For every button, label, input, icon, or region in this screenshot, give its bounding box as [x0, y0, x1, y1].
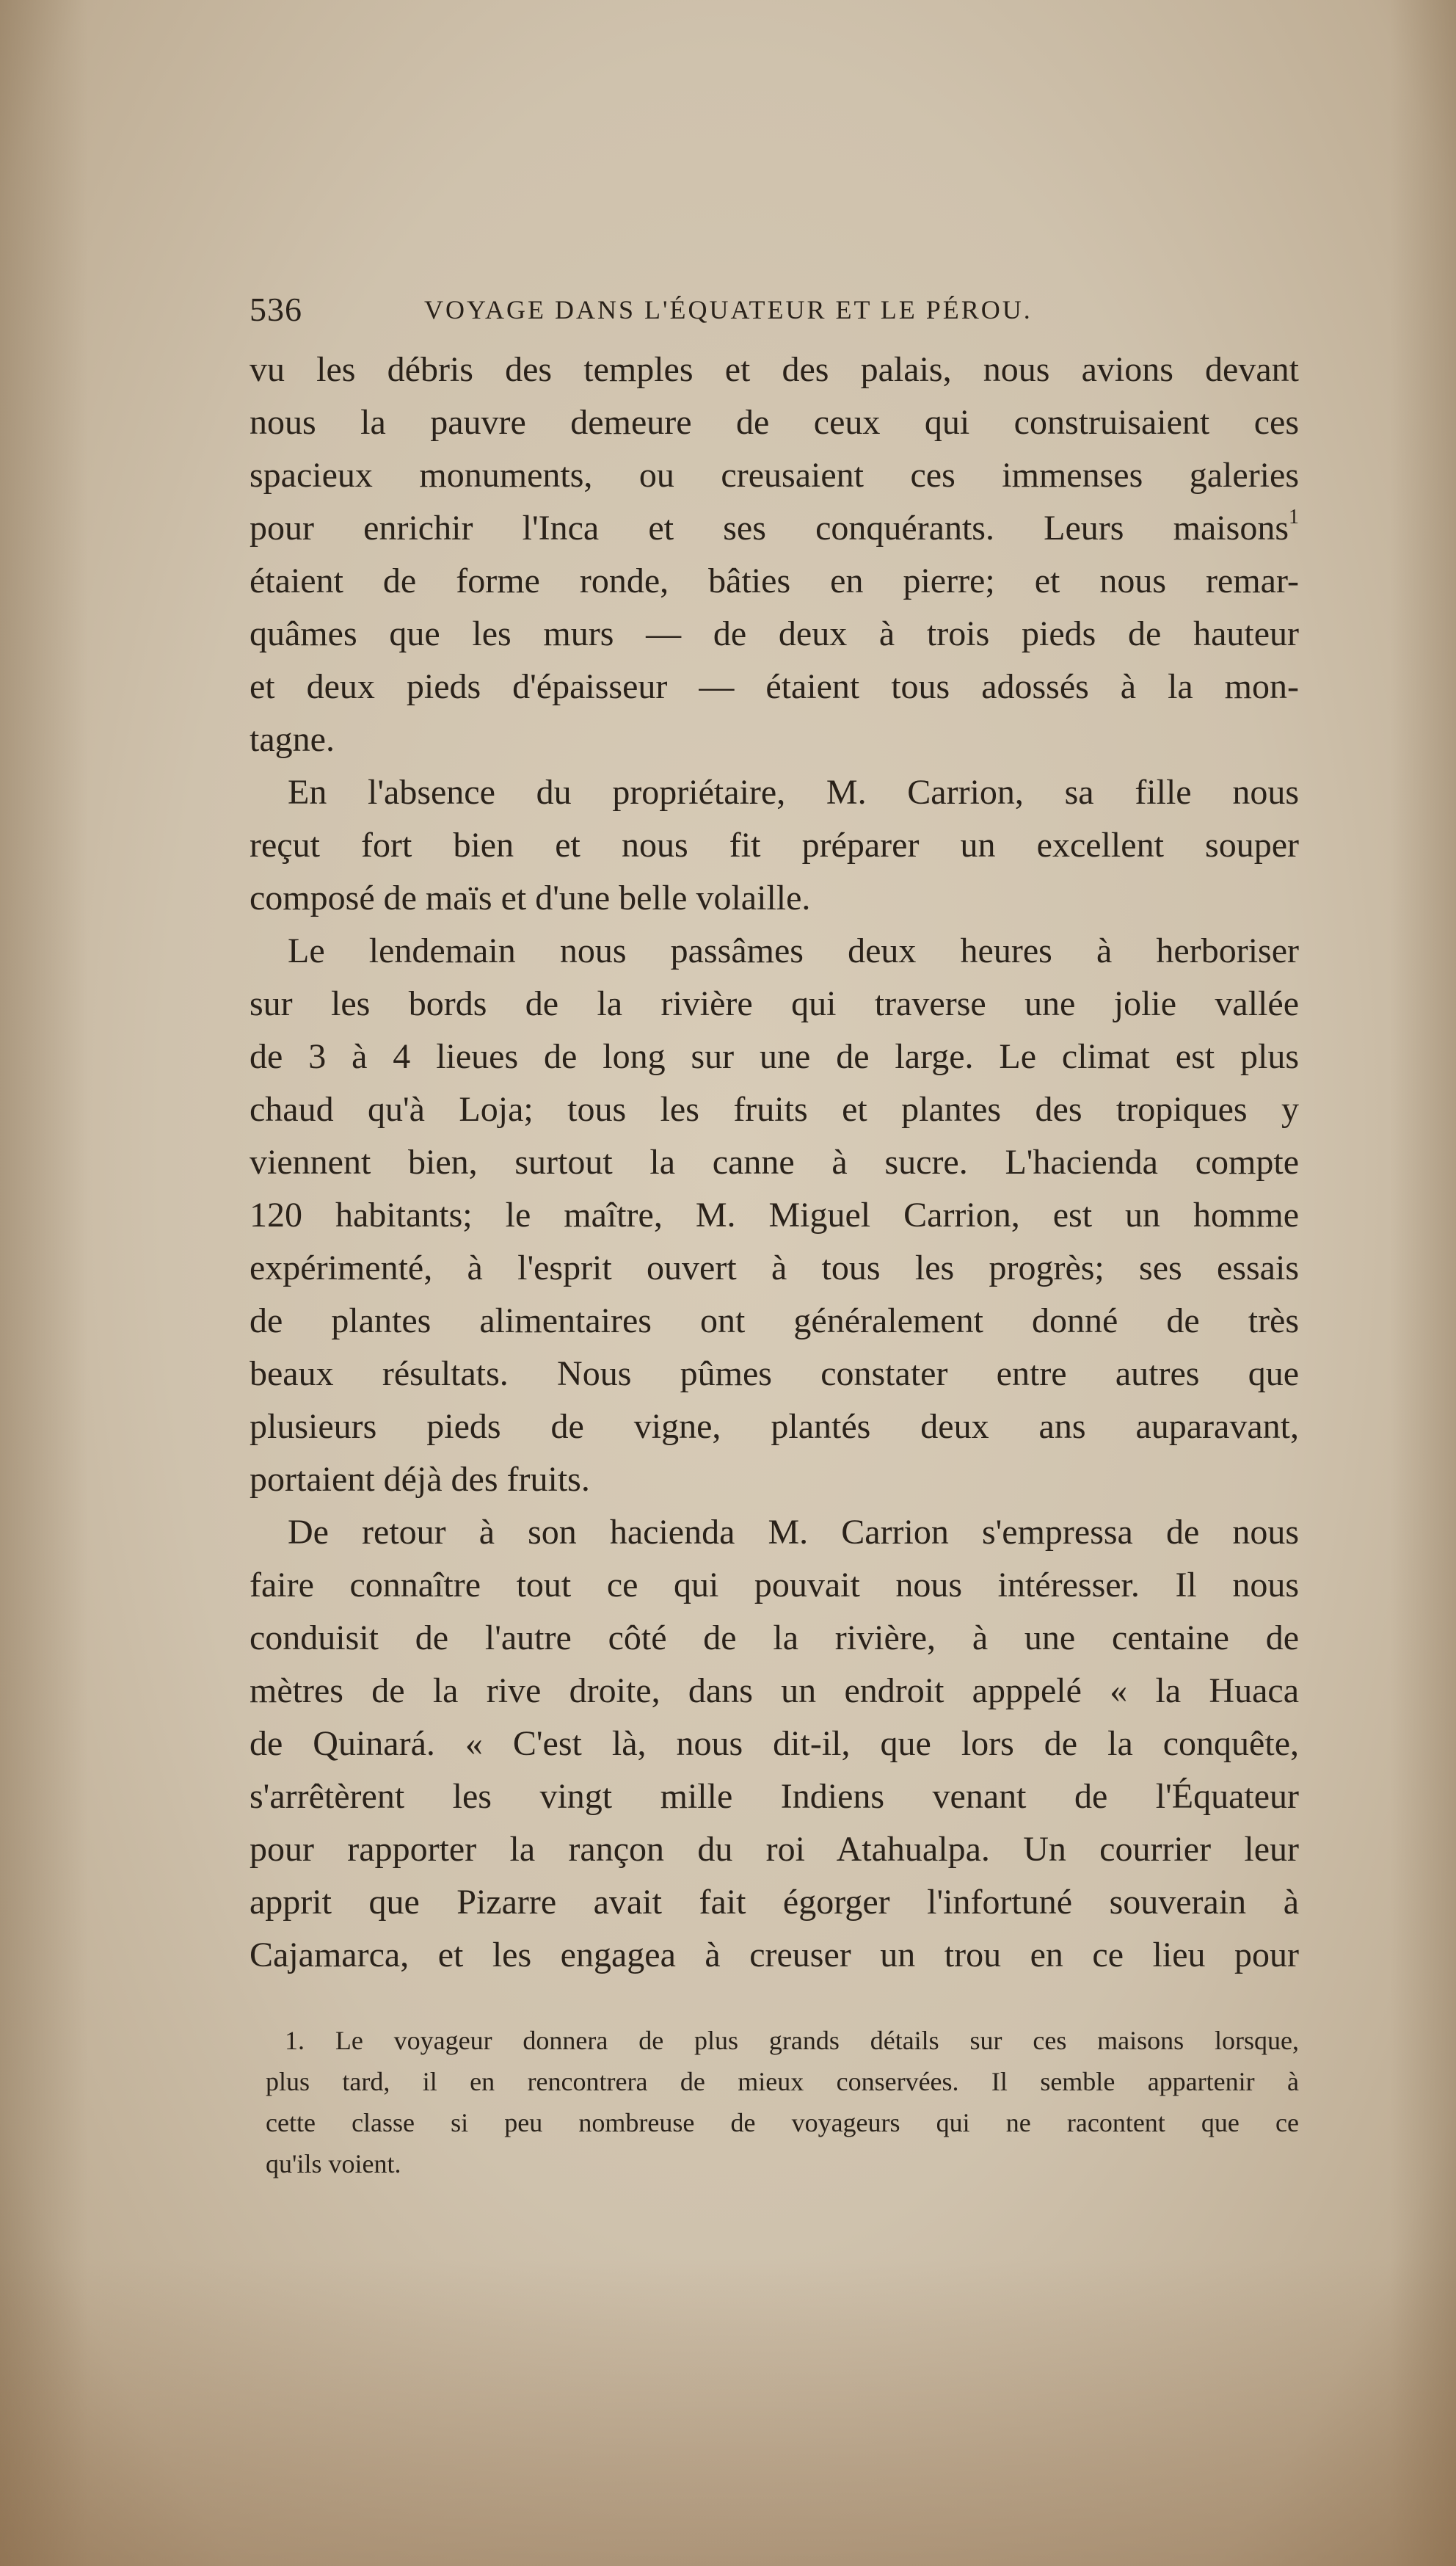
paragraph-4 [250, 1506, 1299, 1982]
paragraph-3 [250, 925, 1299, 1506]
text-line: de plantes alimentaires ont généralement donné de très [250, 1301, 1299, 1340]
text-line-with-footnote-ref [250, 502, 1299, 555]
footnote-line: 1. Le voyageur donnera de plus grands détails sur ces maisons lorsque, [285, 2026, 1299, 2055]
text-line: de Quinará. « C'est là, nous dit-il, que lors de la conquête, [250, 1724, 1299, 1763]
text-line: Cajamarca, et les engagea à creuser un trou en ce lieu pour [250, 1936, 1299, 1974]
text-line: et deux pieds d'épaisseur — étaient tous adossés à la mon- [250, 667, 1299, 706]
text-line: Le lendemain nous passâmes deux heures à herboriser [288, 931, 1299, 970]
paragraph-1 [250, 344, 1299, 766]
running-title: VOYAGE DANS L'ÉQUATEUR ET LE PÉROU. [424, 295, 1033, 324]
text-line: faire connaître tout ce qui pouvait nous intéresser. Il nous [250, 1566, 1299, 1604]
text-line: En l'absence du propriétaire, M. Carrion, sa fille nous [288, 773, 1299, 812]
footnote-reference: 1 [1289, 506, 1299, 528]
text-line: tagne. [250, 720, 335, 759]
text-line: chaud qu'à Loja; tous les fruits et plantes des tropiques y [250, 1090, 1299, 1129]
footnote-line: plus tard, il en rencontrera de mieux conservées. Il semble appartenir à [266, 2067, 1299, 2096]
text-line: pour rapporter la rançon du roi Atahualpa. Un courrier leur [250, 1830, 1299, 1869]
page-shadow-bottom [0, 2258, 1456, 2566]
text-line: vu les débris des temples et des palais, nous avions devant [250, 350, 1299, 389]
text-line: plusieurs pieds de vigne, plantés deux ans auparavant, [250, 1407, 1299, 1446]
text-line: quâmes que les murs — de deux à trois pieds de hauteur [250, 614, 1299, 653]
text-line: mètres de la rive droite, dans un endroit apppelé « la Huaca [250, 1671, 1299, 1710]
footnote-line: qu'ils voient. [266, 2149, 401, 2178]
page-shadow-right [1390, 0, 1456, 2566]
page-shadow-left [0, 0, 88, 2566]
text-line: nous la pauvre demeure de ceux qui construisaient ces [250, 403, 1299, 442]
text-line: De retour à son hacienda M. Carrion s'empressa de nous [288, 1513, 1299, 1552]
text-line: 120 habitants; le maître, M. Miguel Carrion, est un homme [250, 1196, 1299, 1235]
text-line: viennent bien, surtout la canne à sucre. L'hacienda compte [250, 1143, 1299, 1182]
text-line: sur les bords de la rivière qui traverse une jolie vallée [250, 984, 1299, 1023]
footnote-line: cette classe si peu nombreuse de voyageurs qui ne racontent que ce [266, 2108, 1299, 2137]
paragraph-2 [250, 766, 1299, 925]
text-line: beaux résultats. Nous pûmes constater entre autres que [250, 1354, 1299, 1393]
text-line: s'arrêtèrent les vingt mille Indiens venant de l'Équateur [250, 1777, 1299, 1816]
text-line: expérimenté, à l'esprit ouvert à tous les progrès; ses essais [250, 1249, 1299, 1287]
text-line: portaient déjà des fruits. [250, 1460, 590, 1499]
text-segment: pour enrichir l'Inca et ses conquérants. Leurs maisons [250, 509, 1289, 548]
running-head [250, 290, 1292, 334]
text-line: spacieux monuments, ou creusaient ces immenses galeries [250, 456, 1299, 495]
text-line: composé de maïs et d'une belle volaille. [250, 879, 811, 917]
text-line: conduisit de l'autre côté de la rivière, à une centaine de [250, 1618, 1299, 1657]
text-line: apprit que Pizarre avait fait égorger l'infortuné souverain à [250, 1883, 1299, 1922]
text-line: de 3 à 4 lieues de long sur une de large. Le climat est plus [250, 1037, 1299, 1076]
footnote [266, 2020, 1299, 2184]
text-line: reçut fort bien et nous fit préparer un excellent souper [250, 826, 1299, 865]
body-text [250, 344, 1299, 1982]
text-line: étaient de forme ronde, bâties en pierre; et nous remar- [250, 561, 1299, 600]
page-number: 536 [250, 291, 302, 328]
